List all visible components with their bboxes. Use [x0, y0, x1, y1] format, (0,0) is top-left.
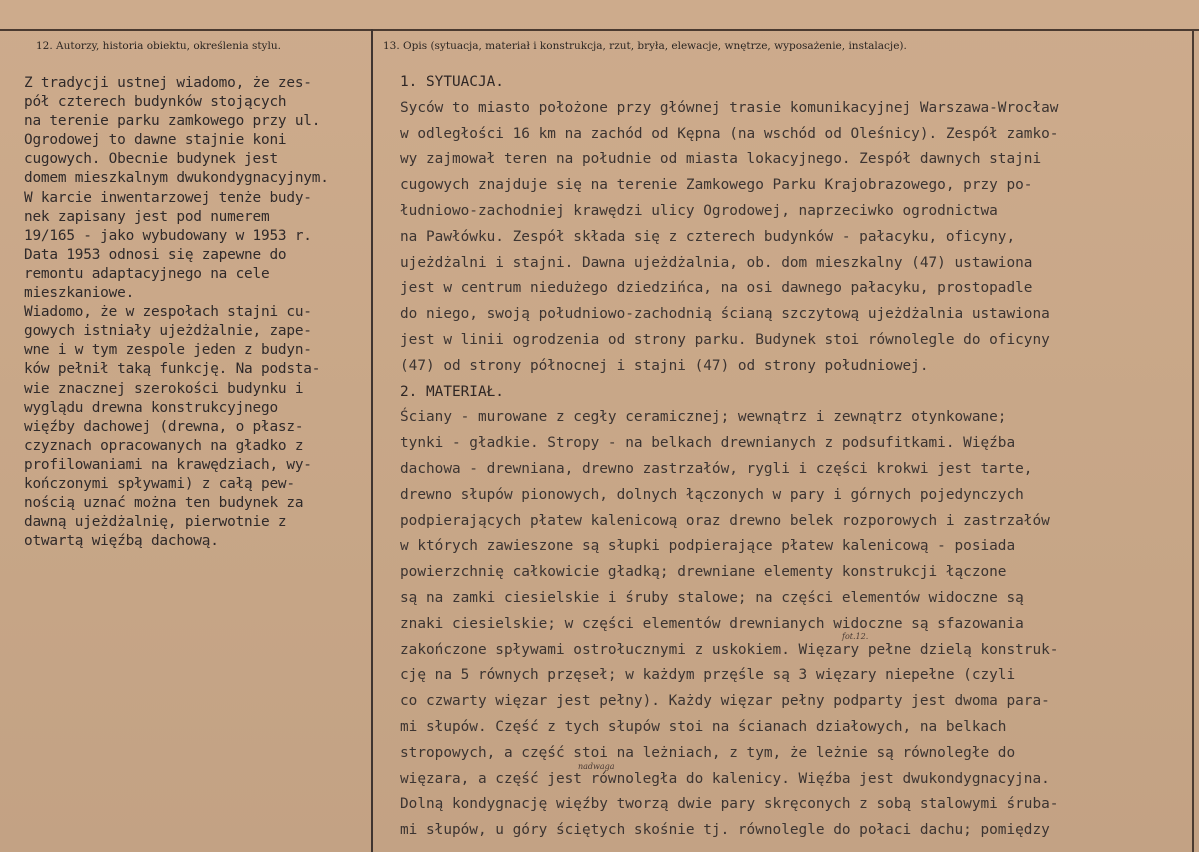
description-line: tynki - gładkie. Stropy - na belkach drewnianych z podsufitkami. Więźba [400, 435, 1016, 452]
history-line: wyglądu drewna konstrukcyjnego [24, 399, 278, 416]
history-line: nością uznać można ten budynek za [24, 495, 304, 512]
description-line: w których zawieszone są słupki podpierające płatew kalenicową - posiada [400, 538, 1016, 555]
description-line: mi słupów. Część z tych słupów stoi na ścianach działowych, na belkach [400, 718, 1007, 735]
history-line: kończonymi spływami) z całą pew- [24, 475, 295, 492]
description-line: Syców to miasto położone przy głównej trasie komunikacyjnej Warszawa-Wrocław [400, 99, 1059, 116]
history-line: Data 1953 odnosi się zapewne do [24, 246, 287, 263]
left-section-label: 12. Autorzy, historia obiektu, określenia stylu. [36, 40, 281, 52]
section-heading-material: 2. MATERIAŁ. [400, 383, 504, 400]
description-line: ujeżdżalni i stajni. Dawna ujeżdżalnia, ob. dom mieszkalny (47) ustawiona [400, 254, 1033, 271]
history-line: mieszkaniowe. [24, 285, 135, 302]
history-line: wne i w tym zespole jeden z budyn- [24, 342, 312, 359]
history-line: ków pełnił taką funkcję. Na podsta- [24, 361, 321, 378]
history-line: remontu adaptacyjnego na cele [24, 265, 270, 282]
description-line: więzara, a część jest równoległa do kalenicy. Więźba jest dwukondygnacyjna. [400, 770, 1050, 787]
description-line: podpierających płatew kalenicową oraz drewno belek rozporowych i zastrzałów [400, 512, 1050, 529]
history-line: więźby dachowej (drewna, o płasz- [24, 418, 304, 435]
description-line: Dolną kondygnację więźby tworzą dwie pary skręconych z sobą stalowymi śruba- [400, 796, 1059, 813]
description-line: stropowych, a część stoi na leżniach, z tym, że leżnie są równoległe do [400, 744, 1016, 761]
description-line: co czwarty więzar jest pełny). Każdy więzar pełny podparty jest dwoma para- [400, 693, 1050, 710]
history-line: 19/165 - jako wybudowany w 1953 r. [24, 227, 312, 244]
history-line: profilowaniami na krawędziach, wy- [24, 456, 312, 473]
history-text [24, 74, 376, 551]
history-line: Wiadomo, że w zespołach stajni cu- [24, 304, 312, 321]
history-line: wie znacznej szerokości budynku i [24, 380, 304, 397]
history-line: Z tradycji ustnej wiadomo, że zes- [24, 75, 312, 91]
history-line: nek zapisany jest pod numerem [24, 208, 270, 225]
description-line: powierzchnię całkowicie gładką; drewniane elementy konstrukcji łączone [400, 564, 1007, 581]
description-text [400, 70, 1175, 844]
top-rule [0, 29, 1199, 31]
description-line: (47) od strony północnej i stajni (47) od strony południowej. [400, 357, 929, 374]
section-heading-situation: 1. SYTUACJA. [400, 74, 504, 90]
history-line: dawną ujeżdżalnię, pierwotnie z [24, 514, 287, 531]
history-line: gowych istniały ujeżdżalnie, zape- [24, 323, 312, 340]
history-line: na terenie parku zamkowego przy ul. [24, 113, 321, 130]
description-line: mi słupów, u góry ściętych skośnie tj. równolegle do połaci dachu; pomiędzy [400, 822, 1050, 839]
description-line: cugowych znajduje się na terenie Zamkowego Parku Krajobrazowego, przy po- [400, 177, 1033, 194]
handwritten-insert-note: nadwaga [578, 762, 615, 771]
description-line: w odległości 16 km na zachód od Kępna (na wschód od Oleśnicy). Zespół zamko- [400, 125, 1059, 142]
history-line: cugowych. Obecnie budynek jest [24, 151, 278, 168]
description-line: cję na 5 równych przęseł; w każdym przęśle są 3 więzary niepełne (czyli [400, 667, 1016, 684]
description-line: Ściany - murowane z cegły ceramicznej; wewnątrz i zewnątrz otynkowane; [400, 409, 1007, 426]
description-line: wy zajmował teren na południe od miasta lokacyjnego. Zespół dawnych stajni [400, 151, 1042, 168]
description-line: dachowa - drewniana, drewno zastrzałów, rygli i części krokwi jest tarte, [400, 460, 1033, 477]
description-line: do niego, swoją południowo-zachodnią ścianą szczytową ujeżdżalnia ustawiona [400, 306, 1050, 323]
history-line: pół czterech budynków stojących [24, 94, 287, 111]
description-line: łudniowo-zachodniej krawędzi ulicy Ogrodowej, naprzeciwko ogrodnictwa [400, 202, 998, 219]
description-line: znaki ciesielskie; w części elementów drewnianych widoczne są sfazowania [400, 615, 1024, 632]
history-line: otwartą więźbą dachową. [24, 533, 219, 550]
history-line: Ogrodowej to dawne stajnie koni [24, 132, 287, 149]
description-line: na Pawłówku. Zespół składa się z czterech budynków - pałacyku, oficyny, [400, 228, 1016, 245]
history-line: domem mieszkalnym dwukondygnacyjnym. [24, 170, 329, 187]
description-line: są na zamki ciesielskie i śruby stalowe; na części elementów widoczne są [400, 589, 1024, 606]
description-line: drewno słupów pionowych, dolnych łączonych w pary i górnych pojedynczych [400, 486, 1024, 503]
history-line: W karcie inwentarzowej tenże budy- [24, 189, 312, 206]
description-line: zakończone spływami ostrołucznymi z uskokiem. Więzary pełne dzielą konstruk- [400, 641, 1059, 658]
right-section-label: 13. Opis (sytuacja, materiał i konstrukcja, rzut, bryła, elewacje, wnętrze, wyposażenie, instalacje). [383, 40, 907, 52]
description-line: jest w centrum niedużego dziedzińca, na osi dawnego pałacyku, prostopadle [400, 280, 1033, 297]
right-rule [1192, 29, 1194, 852]
history-line: czyznach opracowanych na gładko z [24, 437, 304, 454]
photo-reference-note: fot.12. [842, 632, 869, 641]
description-line: jest w linii ogrodzenia od strony parku. Budynek stoi równolegle do oficyny [400, 331, 1050, 348]
